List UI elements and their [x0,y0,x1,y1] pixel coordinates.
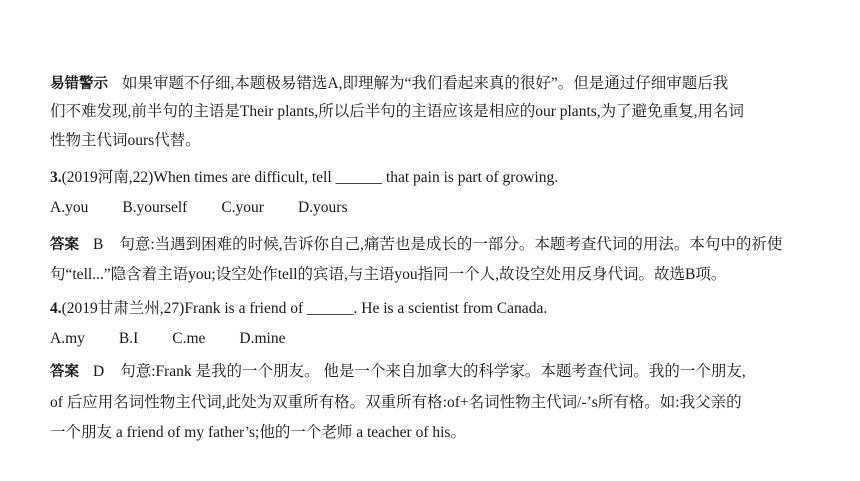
q4-option-a: A.my [50,330,85,347]
q4-explanation-2: of 后应用名词性物主代词,此处为双重所有格。双重所有格:of+名词性物主代词/-’s所有格。如:我父亲的 [50,394,742,411]
q4-text: (2019甘肃兰州,27)Frank is a friend of ______. He is a scientist from Canada. [61,300,548,317]
q3-answer-label: 答案 [50,237,79,253]
q4-option-d: D.mine [239,330,286,347]
warning-text-1: 如果审题不仔细,本题极易错选A,即理解为“我们看起来真的很好”。但是通过仔细审题后我 [122,75,729,92]
q4-option-b: B.I [118,330,139,347]
q3-option-b: B.yourself [122,199,188,216]
q3-number: 3. [50,169,62,186]
q3-text: (2019河南,22)When times are difficult, tell ______ that pain is part of growing. [61,169,559,186]
q3-answer-letter: B [93,236,104,253]
q3-options [50,198,381,218]
warning-line-3: 性物主代词ours代替。 [50,132,201,149]
warning-line-1 [50,74,728,94]
q4-number: 4. [50,300,62,317]
q4-answer-letter: D [93,363,105,380]
q3-stem [50,168,558,188]
q4-option-c: C.me [172,330,206,347]
q3-answer-line-1 [50,235,782,255]
warning-label: 易错警示 [50,76,108,92]
q3-option-d: D.yours [297,199,348,216]
q3-option-c: C.your [221,199,264,216]
q3-explanation-2: 句“tell...”隐含着主语you;设空处作tell的宾语,与主语you指同一个人,故设空处用反身代词。故选B项。 [50,266,727,283]
warning-line-2: 们不难发现,前半句的主语是Their plants,所以后半句的主语应该是相应的our plants,为了避免重复,用名词 [50,103,745,120]
q4-explanation-3: 一个朋友 a friend of my father’s;他的一个老师 a teacher of his。 [50,424,466,441]
q4-explanation-1: 句意:Frank 是我的一个朋友。 他是一个来自加拿大的科学家。本题考查代词。我的一个朋友, [120,363,746,380]
q3-explanation-1: 句意:当遇到困难的时候,告诉你自己,痛苦也是成长的一部分。本题考查代词的用法。本句中的祈使 [119,236,783,253]
q3-option-a: A.you [50,199,89,216]
q4-stem [50,299,547,319]
q4-answer-line-1 [50,362,746,382]
q4-options [50,329,319,349]
q4-answer-label: 答案 [50,364,79,380]
